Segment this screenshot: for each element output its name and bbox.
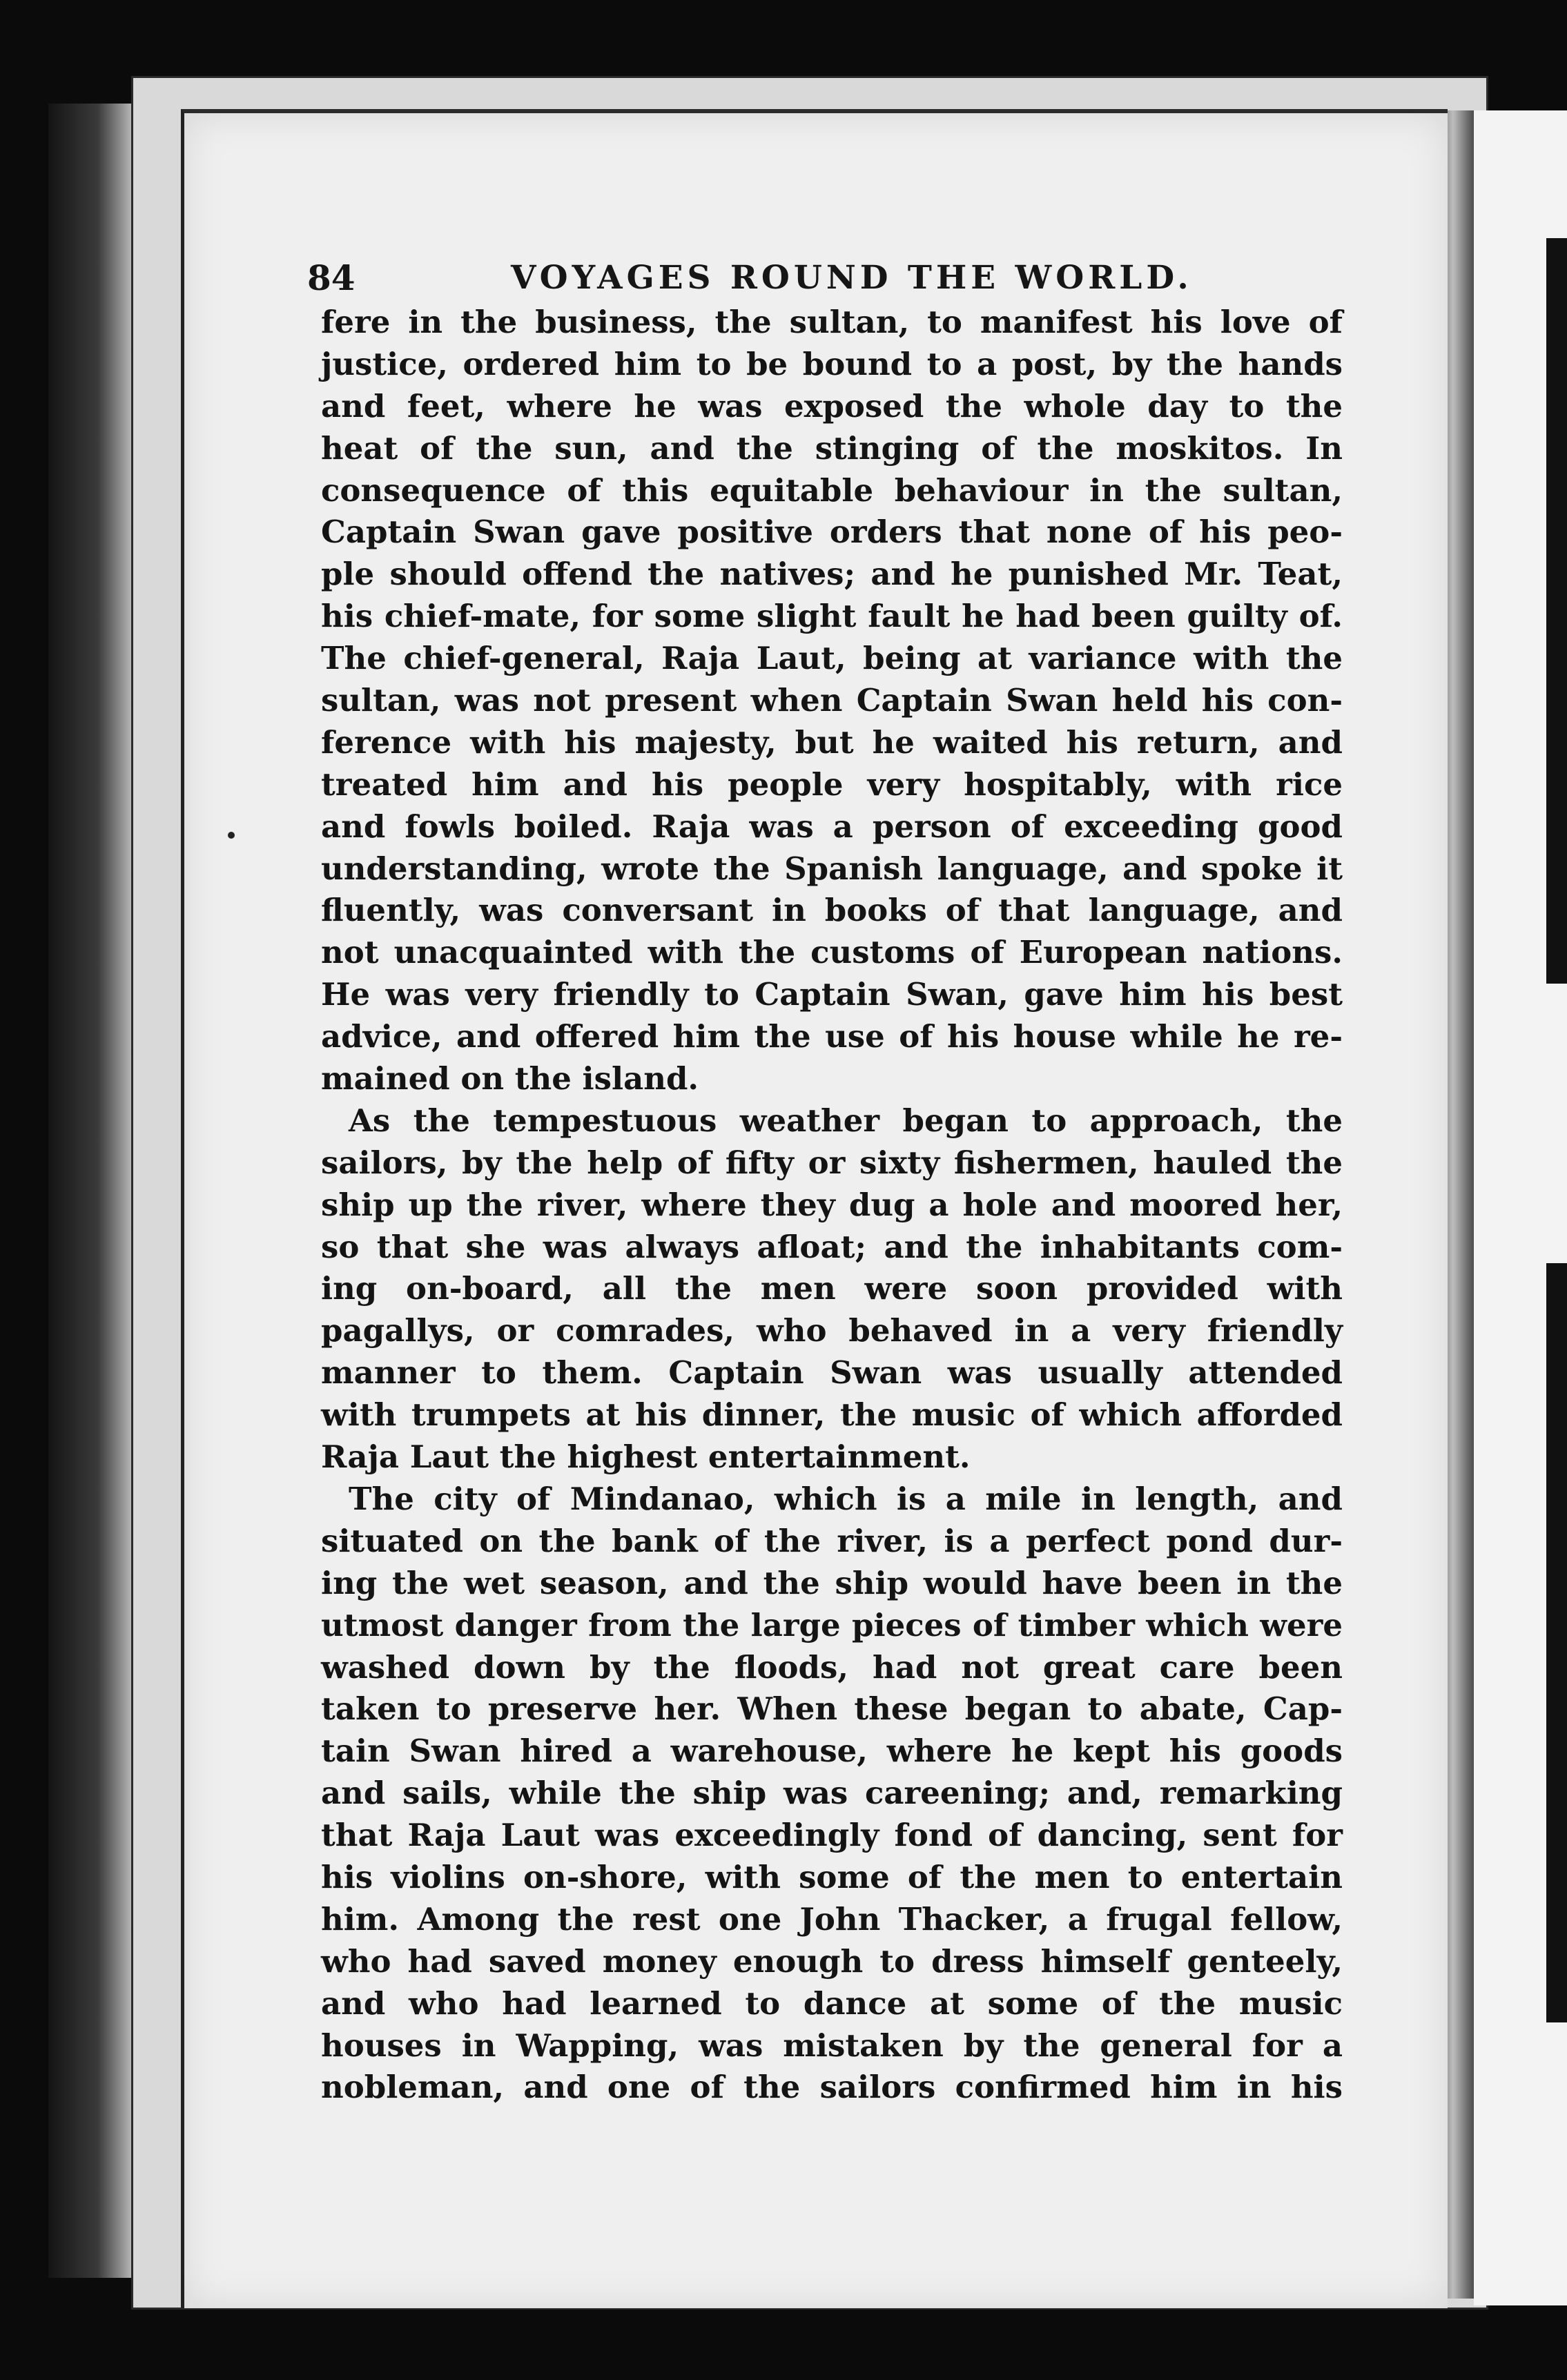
page-number: 84 <box>307 257 356 298</box>
text-line: Raja Laut the highest entertainment. <box>321 1438 971 1476</box>
text-line: with trumpets at his dinner, the music of which afforded <box>321 1396 1343 1434</box>
text-line: his chief-mate, for some slight fault he had been guilty of. <box>321 598 1343 635</box>
text-line: fere in the business, the sultan, to manifest his love of <box>321 304 1343 340</box>
text-line: who had saved money enough to dress himself genteely, <box>321 1942 1343 1980</box>
text-line: advice, and offered him the use of his house while he re- <box>321 1018 1343 1055</box>
text-line: washed down by the floods, had not great care been <box>321 1648 1343 1686</box>
text-line: heat of the sun, and the stinging of the moskitos. In <box>321 429 1343 467</box>
text-line: sailors, by the help of fifty or sixty fishermen, hauled the <box>321 1144 1343 1181</box>
margin-mark <box>228 832 235 839</box>
text-line: that Raja Laut was exceedingly fond of dancing, sent for <box>321 1817 1343 1854</box>
text-line: houses in Wapping, was mistaken by the general for a <box>321 2027 1343 2064</box>
text-line: and feet, where he was exposed the whole day to the <box>321 387 1343 425</box>
text-line: ple should offend the natives; and he punished Mr. Teat, <box>321 556 1343 593</box>
text-line: manner to them. Captain Swan was usually attended <box>321 1354 1343 1392</box>
text-line: and who had learned to dance at some of the music <box>321 1984 1343 2022</box>
text-line: fluently, was conversant in books of that language, and <box>321 892 1343 929</box>
text-line: ship up the river, where they dug a hole and moored her, <box>321 1186 1343 1223</box>
text-line: mained on the island. <box>321 1060 699 1098</box>
text-line: so that she was always afloat; and the inhabitants com- <box>321 1228 1343 1265</box>
page-header <box>307 254 1356 302</box>
running-head: VOYAGES ROUND THE WORLD. <box>511 259 1193 297</box>
facing-plate-top-edge <box>1546 238 1567 984</box>
text-line: ference with his majesty, but he waited his return, and <box>321 723 1343 761</box>
text-line: sultan, was not present when Captain Swan held his con- <box>321 682 1343 719</box>
text-line: As the tempestuous weather began to approach, the <box>349 1102 1343 1139</box>
text-line: The city of Mindanao, which is a mile in length, and <box>349 1480 1343 1517</box>
text-line: situated on the bank of the river, is a perfect pond dur- <box>321 1522 1343 1559</box>
text-line: pagallys, or comrades, who behaved in a very friendly <box>321 1312 1343 1349</box>
text-line: consequence of this equitable behaviour in the sultan, <box>321 471 1343 509</box>
page-body-text <box>321 302 1343 2109</box>
text-line: nobleman, and one of the sailors confirmed him in his <box>321 2069 1343 2106</box>
book-binding <box>48 104 138 2278</box>
text-line: his violins on-shore, with some of the men to entertain <box>321 1858 1343 1895</box>
text-line: taken to preserve her. When these began to abate, Cap- <box>321 1690 1343 1728</box>
text-line: him. Among the rest one John Thacker, a frugal fellow, <box>321 1900 1343 1938</box>
text-line: tain Swan hired a warehouse, where he kept his goods <box>321 1733 1343 1770</box>
text-line: and sails, while the ship was careening; and, remarking <box>321 1775 1343 1812</box>
facing-plate-bottom-edge <box>1546 1263 1567 2022</box>
text-line: justice, ordered him to be bound to a post, by the hands <box>321 345 1343 382</box>
text-line: ing on-board, all the men were soon provided with <box>321 1270 1343 1307</box>
text-line: The chief-general, Raja Laut, being at variance with the <box>321 640 1343 677</box>
text-line: He was very friendly to Captain Swan, gave him his best <box>321 976 1343 1013</box>
text-line: and fowls boiled. Raja was a person of exceeding good <box>321 808 1343 845</box>
text-line: understanding, wrote the Spanish language, and spoke it <box>321 850 1343 887</box>
text-line: ing the wet season, and the ship would have been in the <box>321 1564 1343 1601</box>
text-line: not unacquainted with the customs of European nations. <box>321 934 1343 971</box>
text-line: Captain Swan gave positive orders that none of his peo- <box>321 514 1343 551</box>
text-line: treated him and his people very hospitably, with rice <box>321 765 1343 803</box>
text-line: utmost danger from the large pieces of timber which were <box>321 1606 1343 1643</box>
